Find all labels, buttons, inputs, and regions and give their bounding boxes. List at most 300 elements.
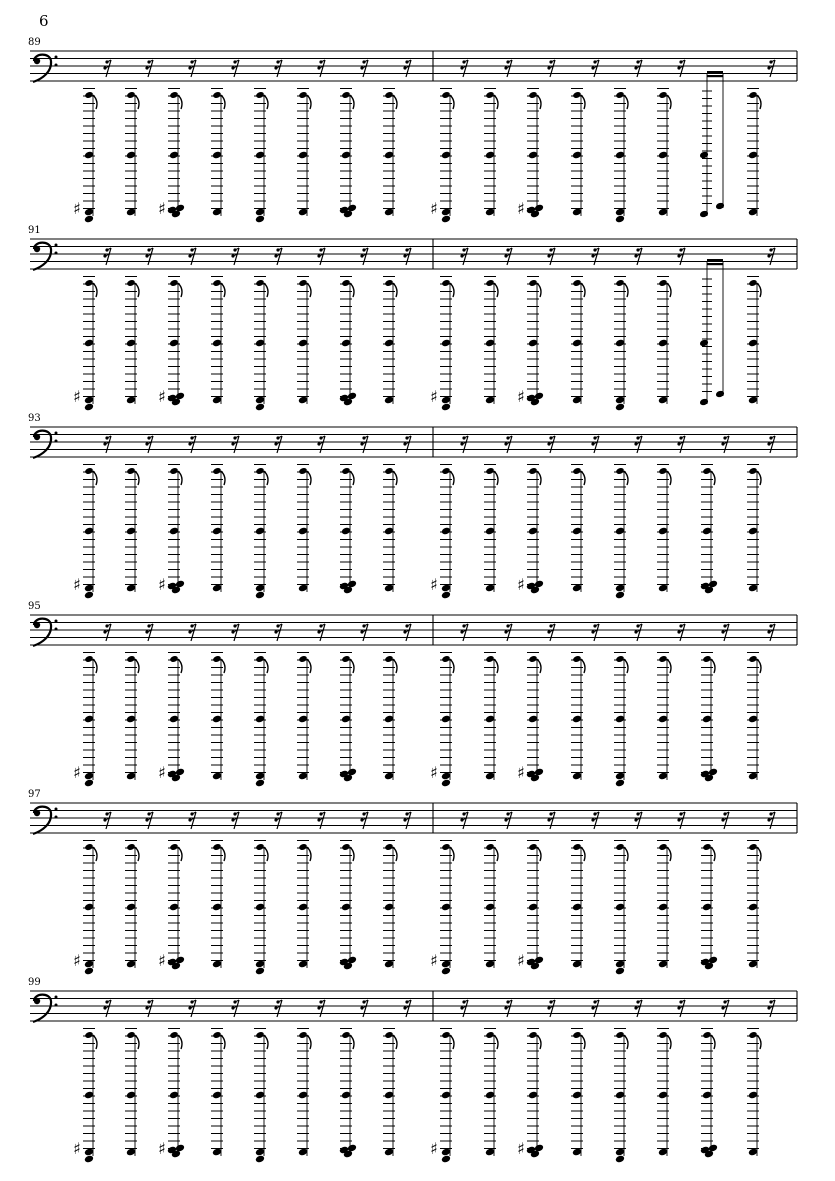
note-head [384,467,393,475]
note-event [73,248,111,411]
note-head [126,843,135,851]
note-flag [264,1035,268,1049]
page-number: 6 [39,12,49,30]
note-head [341,279,350,287]
note-flag [494,471,498,485]
sixteenth-rest-icon [767,60,775,77]
note-flag [221,283,225,297]
note-head [748,655,757,663]
note-event [747,248,775,404]
note-event [614,624,642,787]
note-head [126,655,135,663]
note-event [700,1000,729,1158]
note-head [485,279,494,287]
note-event [657,1000,685,1156]
sixteenth-rest-icon [274,812,282,829]
sharp-icon: ♯ [73,763,81,782]
note-flag [264,283,268,297]
sixteenth-rest-icon [145,436,153,453]
note-event [657,624,685,780]
staff-system [30,427,797,599]
note-flag [350,847,354,861]
sixteenth-rest-icon [677,624,685,641]
note-event [125,624,153,780]
sixteenth-rest-icon [721,812,729,829]
note-head [528,1031,537,1039]
note-head [702,843,711,851]
note-flag [581,471,585,485]
sixteenth-rest-icon [677,60,685,77]
note-head [748,91,757,99]
sixteenth-rest-icon [460,436,468,453]
note-event [73,436,111,599]
note-event [517,812,555,970]
note-flag [624,283,628,297]
note-event [699,71,725,218]
note-event [747,60,775,216]
note-head [169,467,178,475]
note-head [255,1031,264,1039]
sixteenth-rest-icon [360,248,368,265]
sharp-icon: ♯ [158,387,166,406]
note-flag [581,1035,585,1049]
note-event [517,248,555,406]
measure-number: 97 [28,789,41,800]
sixteenth-rest-icon [103,248,111,265]
note-event [254,624,282,787]
sixteenth-rest-icon [145,1000,153,1017]
sixteenth-rest-icon [360,812,368,829]
note-head [341,655,350,663]
note-flag [221,847,225,861]
sixteenth-rest-icon [767,436,775,453]
note-flag [307,471,311,485]
note-flag [93,471,97,485]
note-head [255,467,264,475]
sixteenth-rest-icon [145,248,153,265]
note-head [748,843,757,851]
note-flag [711,1035,715,1049]
note-event [571,812,599,968]
sharp-icon: ♯ [73,575,81,594]
note-event [254,812,282,975]
note-head [298,1031,307,1039]
note-head [615,843,624,851]
sixteenth-rest-icon [460,624,468,641]
note-flag [307,1035,311,1049]
note-flag [93,283,97,297]
sixteenth-rest-icon [317,1000,325,1017]
note-flag [581,659,585,673]
sixteenth-rest-icon [504,624,512,641]
note-head [84,655,93,663]
sharp-icon: ♯ [430,763,438,782]
sharp-icon: ♯ [73,199,81,218]
sixteenth-rest-icon [634,436,642,453]
note-head [126,279,135,287]
sixteenth-rest-icon [231,60,239,77]
sharp-icon: ♯ [158,575,166,594]
note-event [517,60,555,218]
note-head [528,91,537,99]
note-flag [667,659,671,673]
sixteenth-rest-icon [231,248,239,265]
note-event [383,436,411,592]
note-head [702,655,711,663]
note-flag [264,847,268,861]
sixteenth-rest-icon [504,436,512,453]
note-event [699,259,725,406]
note-head [384,655,393,663]
note-flag [135,283,139,297]
note-flag [624,1035,628,1049]
sixteenth-rest-icon [317,248,325,265]
note-head [485,91,494,99]
note-event [211,60,239,216]
note-event [339,248,368,406]
note-head [528,655,537,663]
note-event [73,60,111,223]
sharp-icon: ♯ [430,199,438,218]
sharp-icon: ♯ [430,951,438,970]
note-head [572,655,581,663]
sixteenth-rest-icon [767,812,775,829]
sixteenth-rest-icon [317,624,325,641]
note-head [615,91,624,99]
note-head [572,91,581,99]
sixteenth-rest-icon [677,812,685,829]
note-flag [178,1035,182,1049]
note-flag [757,95,761,109]
note-event [747,436,775,592]
note-event [254,1000,282,1163]
sixteenth-rest-icon [231,1000,239,1017]
note-head [699,151,709,160]
sixteenth-rest-icon [103,812,111,829]
beam [707,263,723,265]
note-event [211,1000,239,1156]
note-head [384,91,393,99]
note-flag [221,95,225,109]
sixteenth-rest-icon [547,1000,555,1017]
note-head [341,467,350,475]
note-flag [537,95,541,109]
note-event [383,60,411,216]
note-flag [757,283,761,297]
note-event [571,60,599,216]
note-flag [393,95,397,109]
note-head [212,91,221,99]
note-event [430,1000,468,1163]
sixteenth-rest-icon [767,248,775,265]
sharp-icon: ♯ [73,951,81,970]
note-event [297,1000,325,1156]
note-flag [393,283,397,297]
measure-number: 99 [28,977,41,988]
note-head [384,1031,393,1039]
note-flag [307,659,311,673]
sixteenth-rest-icon [547,60,555,77]
note-event [125,248,153,404]
sixteenth-rest-icon [103,60,111,77]
note-head [341,843,350,851]
note-head [84,279,93,287]
note-event [158,60,196,218]
note-flag [307,847,311,861]
note-head [298,91,307,99]
note-flag [178,283,182,297]
sharp-icon: ♯ [517,763,525,782]
note-head [658,843,667,851]
note-event [339,624,368,782]
note-event [383,248,411,404]
note-event [73,812,111,975]
note-head [384,843,393,851]
note-head [212,843,221,851]
note-event [254,60,282,223]
measure-number: 95 [28,601,41,612]
sixteenth-rest-icon [317,812,325,829]
note-flag [450,659,454,673]
note-flag [537,847,541,861]
note-event [125,436,153,592]
note-head [748,467,757,475]
note-head [615,655,624,663]
sixteenth-rest-icon [547,624,555,641]
note-event [517,1000,555,1158]
note-flag [135,471,139,485]
sixteenth-rest-icon [360,624,368,641]
note-head [615,1031,624,1039]
note-event [158,1000,196,1158]
note-event [430,436,468,599]
beam [707,259,723,261]
note-event [297,812,325,968]
note-event [614,436,642,599]
note-head [658,467,667,475]
note-head [528,279,537,287]
sixteenth-rest-icon [547,248,555,265]
note-event [158,624,196,782]
note-flag [494,847,498,861]
note-head [658,655,667,663]
note-flag [757,659,761,673]
note-head [715,390,725,399]
note-flag [581,283,585,297]
sixteenth-rest-icon [317,436,325,453]
note-event [430,624,468,787]
note-flag [624,847,628,861]
note-head [169,279,178,287]
note-event [484,436,512,592]
sixteenth-rest-icon [634,1000,642,1017]
note-event [571,624,599,780]
sixteenth-rest-icon [274,248,282,265]
note-head [298,279,307,287]
note-head [572,1031,581,1039]
note-event [657,60,685,216]
note-flag [178,471,182,485]
staff-system [30,51,797,223]
note-flag [135,659,139,673]
note-head [485,1031,494,1039]
sixteenth-rest-icon [677,436,685,453]
sharp-icon: ♯ [158,1139,166,1158]
note-head [528,467,537,475]
note-flag [450,95,454,109]
sharp-icon: ♯ [517,387,525,406]
note-event [657,248,685,404]
note-head [572,843,581,851]
staff-system [30,239,797,411]
note-head [441,655,450,663]
note-event [297,248,325,404]
note-flag [450,471,454,485]
sixteenth-rest-icon [317,60,325,77]
note-flag [393,471,397,485]
note-flag [757,471,761,485]
note-event [297,624,325,780]
sixteenth-rest-icon [274,1000,282,1017]
note-head [748,279,757,287]
sixteenth-rest-icon [634,624,642,641]
note-flag [537,283,541,297]
sharp-icon: ♯ [430,387,438,406]
note-head [384,279,393,287]
note-head [441,843,450,851]
sharp-icon: ♯ [158,199,166,218]
sixteenth-rest-icon [403,1000,411,1017]
sixteenth-rest-icon [103,1000,111,1017]
note-flag [178,95,182,109]
note-head [485,655,494,663]
sixteenth-rest-icon [591,624,599,641]
note-flag [264,95,268,109]
note-head [255,843,264,851]
sixteenth-rest-icon [591,436,599,453]
note-head [441,91,450,99]
sharp-icon: ♯ [430,1139,438,1158]
note-flag [93,847,97,861]
staff-system [30,803,797,975]
note-event [430,248,468,411]
note-head [528,843,537,851]
note-flag [93,95,97,109]
note-head [615,467,624,475]
note-head [212,279,221,287]
note-flag [135,847,139,861]
note-event [211,248,239,404]
note-head [441,1031,450,1039]
note-head [169,655,178,663]
note-flag [711,847,715,861]
note-event [297,436,325,592]
note-event [747,624,775,780]
sixteenth-rest-icon [360,60,368,77]
note-event [125,812,153,968]
sixteenth-rest-icon [677,1000,685,1017]
sixteenth-rest-icon [634,60,642,77]
note-flag [711,471,715,485]
note-flag [264,659,268,673]
note-flag [221,1035,225,1049]
note-head [255,279,264,287]
note-event [383,624,411,780]
beam [707,71,723,73]
note-head [212,467,221,475]
note-flag [350,95,354,109]
note-event [484,1000,512,1156]
note-event [484,60,512,216]
note-head [441,279,450,287]
note-flag [667,847,671,861]
note-head [84,1031,93,1039]
sixteenth-rest-icon [403,624,411,641]
note-flag [393,659,397,673]
sixteenth-rest-icon [504,60,512,77]
note-event [614,812,642,975]
note-flag [624,95,628,109]
note-head [298,467,307,475]
note-event [211,436,239,592]
note-event [517,436,555,594]
note-flag [135,1035,139,1049]
sixteenth-rest-icon [767,624,775,641]
note-event [73,624,111,787]
note-flag [667,471,671,485]
sharp-icon: ♯ [73,387,81,406]
note-event [614,60,642,223]
sixteenth-rest-icon [504,1000,512,1017]
sixteenth-rest-icon [721,436,729,453]
sixteenth-rest-icon [145,812,153,829]
sharp-icon: ♯ [517,1139,525,1158]
sixteenth-rest-icon [591,1000,599,1017]
note-event [484,624,512,780]
note-flag [393,1035,397,1049]
note-flag [581,95,585,109]
note-flag [350,283,354,297]
sixteenth-rest-icon [403,436,411,453]
note-event [657,436,685,592]
sharp-icon: ♯ [517,951,525,970]
note-event [517,624,555,782]
note-flag [757,1035,761,1049]
note-flag [93,1035,97,1049]
note-flag [135,95,139,109]
sixteenth-rest-icon [403,812,411,829]
note-event [339,812,368,970]
sixteenth-rest-icon [403,248,411,265]
sixteenth-rest-icon [460,248,468,265]
sixteenth-rest-icon [591,60,599,77]
note-head [169,1031,178,1039]
note-event [383,812,411,968]
note-head [658,1031,667,1039]
note-flag [450,1035,454,1049]
sixteenth-rest-icon [103,436,111,453]
sixteenth-rest-icon [188,624,196,641]
note-flag [667,283,671,297]
note-event [73,1000,111,1163]
note-flag [393,847,397,861]
note-flag [711,659,715,673]
sixteenth-rest-icon [231,436,239,453]
note-event [614,248,642,411]
note-event [339,60,368,218]
note-head [699,339,709,348]
note-head [572,279,581,287]
